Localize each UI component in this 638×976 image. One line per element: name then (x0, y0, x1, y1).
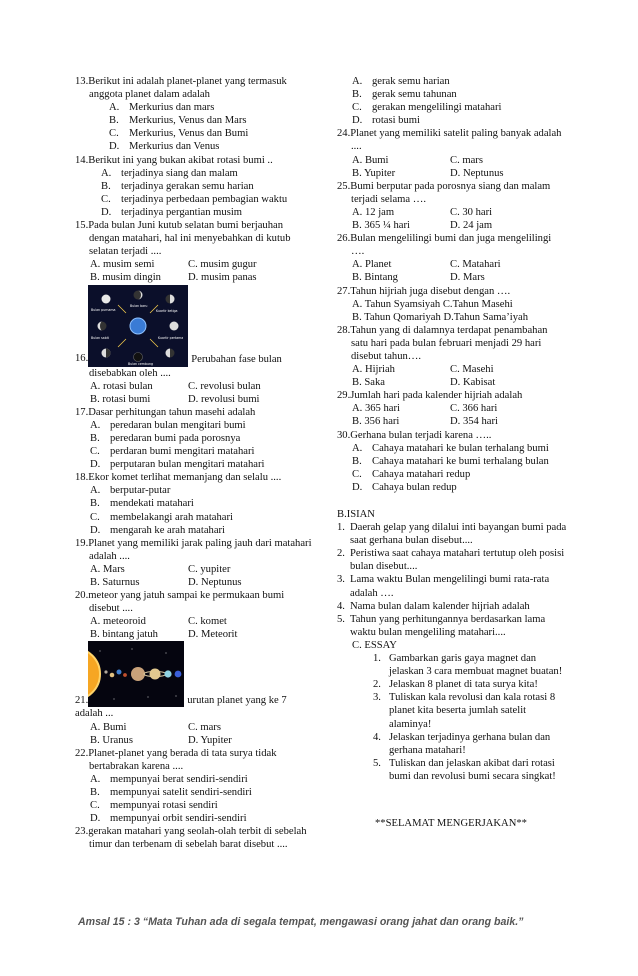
left-column (75, 75, 315, 852)
option: A. mempunyai berat sendiri-sendiri (90, 773, 248, 785)
option-b: B. Yupiter (352, 167, 396, 179)
question-text: Ekor komet terlihat memanjang dan selalu .... (88, 472, 282, 484)
option: A. Cahaya matahari ke bulan terhalang bumi (352, 442, 549, 454)
option-d: D. 24 jam (450, 220, 493, 232)
option-b: B. Bintang (352, 272, 398, 284)
option: C. Cahaya matahari redup (352, 468, 471, 480)
question-17: 17.Dasar perhitungan tahun masehi adalah A. peredaran bulan mengitari bumi B. peredaran bumi pada porosnya C. perdaran bumi mengitari matahari D. perputaran bulan mengitari matahari (75, 406, 315, 471)
list-item: 1. Gambarkan garis gaya magnet dan jelaskan 3 cara membuat magnet buatan! (373, 653, 563, 678)
question-13: 13.Berikut ini adalah planet-planet yang termasuk anggota planet dalam adalah A. Merkurius dan mars B. Merkurius, Venus dan Mars C. Merkurius, Venus dan Bumi D. Merkurius dan Venus (75, 75, 315, 154)
option: B. mempunyai satelit sendiri-sendiri (90, 787, 252, 799)
list-item: 5. Tahun yang perhitungannya berdasarkan lama waktu bulan mengeliling matahari.... (337, 613, 546, 638)
option-c: C. komet (188, 616, 227, 628)
question-text: Bumi berputar pada porosnya siang dan malam terjadi selama …. (350, 180, 551, 205)
question-text: urutan planet yang ke 7 (187, 695, 287, 707)
option: A. Merkurius dan mars (109, 102, 215, 114)
question-text: Tahun hijriah juga disebut dengan …. (350, 285, 511, 297)
option-c: C. musim gugur (188, 259, 257, 271)
list-item: 2. Jelaskan 8 planet di tata surya kita! (373, 679, 538, 691)
question-26: 26.Bulan mengelilingi bumi dan juga mengelilingi …. A. Planet C. Matahari B. Bintang D. Mars (337, 233, 552, 284)
option: C. terjadinya perbedaan pembagian waktu (101, 193, 288, 205)
question-text: Dasar perhitungan tahun masehi adalah (88, 406, 256, 418)
question-text: Gerhana bulan terjadi karena ….. (350, 429, 492, 441)
option: D. mengarah ke arah matahari (90, 524, 225, 536)
question-27: 27.Tahun hijriah juga disebut dengan …. A. Tahun Syamsiyah C.Tahun Masehi B. Tahun Qomariyah D.Tahun Sama’iyah (337, 285, 567, 324)
option-a: A. Bumi (352, 154, 389, 166)
question-text: Bulan mengelilingi bumi dan juga mengelilingi …. (350, 233, 552, 258)
option-d: D. Kabisat (450, 377, 496, 389)
solar-system-image (88, 641, 184, 707)
question-20: 20.meteor yang jatuh sampai ke permukaan bumi disebut .... A. meteoroid C. komet B. bintang jatuh D. Meteorit (75, 590, 285, 641)
option-b: B. Saturnus (90, 577, 140, 588)
question-text: Perubahan fase bulan (191, 354, 282, 366)
question-14: 14.Berikut ini yang bukan akibat rotasi bumi .. A. terjadinya siang dan malam B. terjadinya gerakan semu harian C. terjadinya perbedaan pembagian waktu D. terjadinya pergantian musim (75, 154, 315, 219)
question-30: 30.Gerhana bulan terjadi karena ….. A. Cahaya matahari ke bulan terhalang bumi B. Cahaya matahari ke bumi terhalang bulan C. Cahaya matahari redup D. Cahaya bulan redup (337, 429, 567, 494)
option-d: D. Meteorit (188, 629, 238, 641)
question-text: Planet-planet yang berada di tata surya tidak bertabrakan karena .... (88, 747, 277, 772)
option-a: A. Hijriah (352, 364, 395, 376)
question-text: gerakan matahari yang seolah-olah terbit di sebelah timur dan terbenam di sebelah barat disebut .... (88, 826, 307, 851)
svg-text:Bulan baru: Bulan baru (130, 303, 148, 308)
option: D. rotasi bumi (352, 115, 420, 127)
option: C. gerakan mengelilingi matahari (352, 102, 502, 114)
option: B. peredaran bumi pada porosnya (90, 432, 241, 444)
svg-text:Bulan purnama: Bulan purnama (91, 307, 116, 312)
option-c: C. Masehi (450, 364, 494, 376)
question-text: Pada bulan Juni kutub selatan bumi berjauhan dengan matahari, hal ini menyebahkan di kutub selatan terjadi .... (88, 220, 291, 258)
list-item: 3. Tuliskan kala revolusi dan kala rotasi 8 planet kita beserta jumlah satelit alaminya! (373, 692, 556, 730)
option: A. terjadinya siang dan malam (101, 167, 238, 179)
option-c: C. 366 hari (450, 403, 498, 415)
list-item: 2. Peristiwa saat cahaya matahari tertutup oleh posisi bulan disebut.... (337, 548, 565, 573)
option-d: D. musim panas (188, 272, 257, 284)
question-25: 25.Bumi berputar pada porosnya siang dan malam terjadi selama …. A. 12 jam C. 30 hari B. 365 ¼ hari D. 24 jam (337, 180, 551, 232)
option-c: C. mars (188, 721, 221, 733)
option: D. terjadinya pergantian musim (101, 206, 243, 218)
option: B. mendekati matahari (90, 498, 194, 510)
question-text: Tahun yang di dalamnya terdapat penambahan satu hari pada bulan februari menjadi 29 hari disebut tahun…. (350, 324, 548, 362)
question-text: Berikut ini yang bukan akibat rotasi bumi .. (88, 154, 273, 166)
right-column (337, 75, 567, 830)
list-item: 4. Jelaskan terjadinya gerhana bulan dan gerhana matahari! (373, 731, 551, 756)
section-isian (337, 508, 567, 639)
option: A. gerak semu harian (352, 76, 450, 87)
question-29: 29.Jumlah hari pada kalender hijriah adalah A. 365 hari C. 366 hari B. 356 hari D. 354 hari (337, 390, 523, 428)
question-text: Berikut ini adalah planet-planet yang termasuk anggota planet dalam adalah (88, 76, 287, 101)
question-text: Planet yang memiliki jarak paling jauh dari matahari adalah .... (88, 537, 312, 562)
option-d: D. Mars (450, 272, 485, 284)
option: A. berputar-putar (90, 485, 171, 497)
section-essay (337, 639, 567, 783)
question-28: 28.Tahun yang di dalamnya terdapat penambahan satu hari pada bulan februari menjadi 29 hari disebut tahun…. A. Hijriah C. Masehi B. Saka D. Kabisat (337, 324, 548, 389)
option-a: A. Mars (90, 563, 125, 575)
list-item: 1. Daerah gelap yang dilalui inti bayangan bumi pada saat gerhana bulan disebut.... (337, 522, 567, 547)
option-c: C. Matahari (450, 259, 501, 271)
question-16: 16. Bulan purnama Bulan baru Kuartir ketiga Bulan sabit Kuartir pertama Bulan cembung Perubahan fase bulan disebabkan oleh .... A. rotasi bulan C. revolusi bulan B. rotasi bumi D. revolusi bumi (75, 285, 315, 406)
option-line: A. Tahun Syamsiyah C.Tahun Masehi (352, 298, 513, 310)
list-item: 4. Nama bulan dalam kalender hijriah adalah (337, 600, 530, 612)
option-b: B. rotasi bumi (90, 393, 151, 405)
option: B. gerak semu tahunan (352, 89, 457, 101)
option-b: B. musim dingin (90, 272, 161, 284)
option: D. Cahaya bulan redup (352, 481, 457, 493)
list-item: 3. Lama waktu Bulan mengelilingi bumi rata-rata adalah …. (337, 574, 550, 599)
option-a: A. meteoroid (90, 616, 146, 628)
option: C. membelakangi arah matahari (90, 511, 233, 523)
option-line: B. Tahun Qomariyah D.Tahun Sama’iyah (352, 311, 529, 323)
svg-text:Kuartir ketiga: Kuartir ketiga (156, 308, 178, 313)
option-b: B. 365 ¼ hari (352, 220, 410, 232)
question-24: 24.Planet yang memiliki satelit paling banyak adalah .... A. Bumi C. mars B. Yupiter D. Neptunus (337, 128, 562, 179)
option: D. perputaran bulan mengitari matahari (90, 459, 265, 471)
closing-text: **SELAMAT MENGERJAKAN** (375, 817, 527, 829)
moon-phase-image (88, 285, 188, 367)
option-b: B. Uranus (90, 734, 133, 746)
option-b: B. Saka (352, 377, 385, 389)
option-a: A. Planet (352, 259, 392, 271)
question-19: 19.Planet yang memiliki jarak paling jauh dari matahari adalah .... A. Mars C. yupiter B. Saturnus D. Neptunus (75, 537, 312, 588)
option: B. Cahaya matahari ke bumi terhalang bulan (352, 455, 549, 467)
option-b: B. 356 hari (352, 416, 400, 428)
question-text: meteor yang jatuh sampai ke permukaan bumi disebut .... (88, 590, 285, 615)
footer-verse: Amsal 15 : 3 “Mata Tuhan ada di segala tempat, mengawasi orang jahat dan orang baik.” (78, 916, 524, 928)
option-d: D. Yupiter (188, 734, 232, 746)
option-d: D. Neptunus (450, 167, 504, 179)
option: C. perdaran bumi mengitari matahari (90, 446, 255, 458)
option-d: D. revolusi bumi (188, 393, 260, 405)
option-c: C. mars (450, 154, 483, 166)
section-title: C. ESSAY (352, 639, 397, 651)
option-a: A. rotasi bulan (90, 380, 153, 392)
option-b: B. bintang jatuh (90, 629, 158, 641)
option-a: A. musim semi (90, 259, 155, 271)
question-18: 18.Ekor komet terlihat memanjang dan selalu .... A. berputar-putar B. mendekati matahari C. membelakangi arah matahari D. mengarah ke arah matahari (75, 471, 315, 536)
option-a: A. 12 jam (352, 206, 395, 218)
svg-text:Kuartir pertama: Kuartir pertama (158, 335, 184, 340)
option-c: C. revolusi bulan (188, 380, 261, 392)
option: A. peredaran bulan mengitari bumi (90, 419, 246, 431)
option-c: C. 30 hari (450, 206, 493, 218)
option: B. Merkurius, Venus dan Mars (109, 115, 247, 127)
list-item: 5. Tuliskan dan jelaskan akibat dari rotasi bumi dan revolusi bumi secara singkat! (373, 757, 556, 782)
option: C. Merkurius, Venus dan Bumi (109, 128, 249, 140)
option-a: A. 365 hari (352, 403, 400, 415)
question-21: 21. urutan planet yang ke 7 adalah ... A. Bumi C. mars B. Uranus D. Yupiter (75, 641, 315, 746)
option-d: D. 354 hari (450, 416, 498, 428)
option: C. mempunyai rotasi sendiri (90, 800, 218, 812)
option: B. terjadinya gerakan semu harian (101, 180, 254, 192)
option: D. Merkurius dan Venus (109, 141, 220, 153)
svg-text:Bulan cembung: Bulan cembung (128, 361, 154, 366)
option-a: A. Bumi (90, 721, 127, 733)
question-23-options (337, 75, 567, 127)
section-title: B.ISIAN (337, 509, 375, 520)
option-d: D. Neptunus (188, 577, 242, 588)
svg-text:Bulan sabit: Bulan sabit (91, 335, 110, 340)
option: D. mempunyai orbit sendiri-sendiri (90, 813, 247, 825)
question-23: 23.gerakan matahari yang seolah-olah terbit di sebelah timur dan terbenam di sebelah barat disebut .... (75, 826, 307, 851)
option-c: C. yupiter (188, 563, 231, 575)
question-text: Jumlah hari pada kalender hijriah adalah (350, 390, 523, 402)
question-15: 15.Pada bulan Juni kutub selatan bumi berjauhan dengan matahari, hal ini menyebahkan di kutub selatan terjadi .... A. musim semi C. musim gugur B. musim dingin D. musim panas (75, 220, 291, 284)
question-22: 22.Planet-planet yang berada di tata surya tidak bertabrakan karena .... A. mempunyai berat sendiri-sendiri B. mempunyai satelit sendiri-sendiri C. mempunyai rotasi sendiri D. mempunyai orbit sendiri-sendiri (75, 747, 315, 826)
question-text: Planet yang memiliki satelit paling banyak adalah .... (350, 128, 562, 153)
